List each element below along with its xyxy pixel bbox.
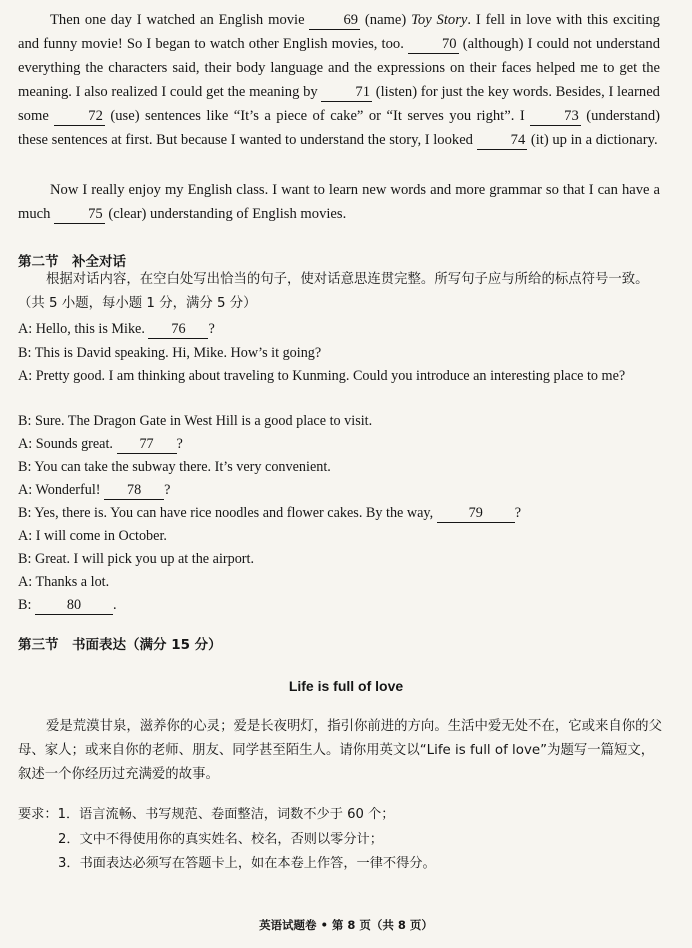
passage-hint: (name) bbox=[364, 12, 407, 28]
passage-paragraph-1 bbox=[18, 8, 660, 152]
blank-70: 70 bbox=[408, 35, 459, 54]
passage-text: Then one day I watched an English movie bbox=[50, 12, 305, 28]
dialogue-line: A: I will come in October. bbox=[18, 528, 167, 544]
dialogue-line: A: Thanks a lot. bbox=[18, 574, 110, 590]
blank-71: 71 bbox=[321, 83, 372, 102]
passage-text: (listen) for just the key words. Besides, I learned some bbox=[18, 84, 660, 124]
blank-77: 77 bbox=[117, 435, 177, 454]
writing-prompt: 爱是荒漠甘泉，滋养你的心灵；爱是长夜明灯，指引你前进的方向。生活中爱无处不在，它或来自你的父母、家人；或来自你的老师、朋友、同学甚至陌生人。请你用英文以“Life is full of love”为题写一篇短文，叙述一个你经历过充满爱的故事。 bbox=[18, 719, 662, 782]
blank-79: 79 bbox=[437, 504, 515, 523]
blank-75: 75 bbox=[54, 205, 105, 224]
passage-text: . I fell in love with this exciting and funny movie! So I began to watch other English movies, too. bbox=[18, 12, 660, 52]
passage-text: (use) sentences like “It’s a piece of cake” or “It serves you right”. I bbox=[110, 108, 525, 124]
blank-72: 72 bbox=[54, 107, 105, 126]
dialogue-line: A: Hello, this is Mike. 76 ? bbox=[18, 321, 215, 337]
blank-74: 74 bbox=[477, 131, 528, 150]
passage-text: (clear) understanding of English movies. bbox=[108, 206, 347, 222]
movie-title: Toy Story bbox=[411, 12, 468, 28]
requirement-line: 3．书面表达必须写在答题卡上，如在本卷上作答，一律不得分。 bbox=[58, 856, 436, 871]
passage-paragraph-2 bbox=[18, 178, 660, 226]
dialogue-line: B: Yes, there is. You can have rice noodles and flower cakes. By the way, 79 ? bbox=[18, 505, 522, 521]
dialogue-line: B: Great. I will pick you up at the airport. bbox=[18, 551, 255, 567]
blank-69: 69 bbox=[309, 11, 360, 30]
section-2-instruction: 根据对话内容，在空白处写出恰当的句子，使对话意思连贯完整。所写句子应与所给的标点符号一致。（共 5 小题，每小题 1 分，满分 5 分） bbox=[18, 272, 649, 311]
passage-text: Now I really enjoy my English class. I want to learn new words and more grammar so that I can have a much bbox=[18, 182, 660, 222]
dialogue-line: A: Pretty good. I am thinking about traveling to Kunming. Could you introduce an interesting place to me? bbox=[18, 368, 626, 384]
writing-title: Life is full of love bbox=[288, 678, 404, 694]
section-3-heading: 第三节 书面表达（满分 15 分） bbox=[18, 637, 222, 653]
blank-76: 76 bbox=[148, 320, 208, 339]
blank-73: 73 bbox=[530, 107, 581, 126]
passage-text: (although) I could not understand everything the characters said, their body language and the expressions on their faces helped me to get the meaning. I also realized I could get the meaning by bbox=[18, 36, 660, 100]
dialogue-line: B: Sure. The Dragon Gate in West Hill is a good place to visit. bbox=[18, 413, 373, 429]
blank-80: 80 bbox=[35, 596, 113, 615]
page-footer: 英语试题卷 • 第 8 页（共 8 页） bbox=[259, 918, 433, 932]
blank-78: 78 bbox=[104, 481, 164, 500]
dialogue-line: B: You can take the subway there. It’s very convenient. bbox=[18, 459, 331, 475]
dialogue-line: A: Sounds great. 77 ? bbox=[18, 436, 183, 452]
passage-text: (it) up in a dictionary. bbox=[530, 132, 658, 148]
requirement-line: 2．文中不得使用你的真实姓名、校名，否则以零分计； bbox=[58, 832, 383, 847]
dialogue-line: B: 80 . bbox=[18, 597, 117, 613]
dialogue-line: A: Wonderful! 78 ? bbox=[18, 482, 171, 498]
requirement-line: 要求：1．语言流畅、书写规范、卷面整洁，词数不少于 60 个； bbox=[18, 807, 395, 822]
requirements-label: 要求： bbox=[18, 807, 58, 822]
passage-text: (understand) these sentences at first. But because I wanted to understand the story, I looked bbox=[18, 108, 661, 148]
dialogue-line: B: This is David speaking. Hi, Mike. How’s it going? bbox=[18, 345, 322, 361]
section-2-heading: 第二节 补全对话 bbox=[18, 254, 126, 270]
